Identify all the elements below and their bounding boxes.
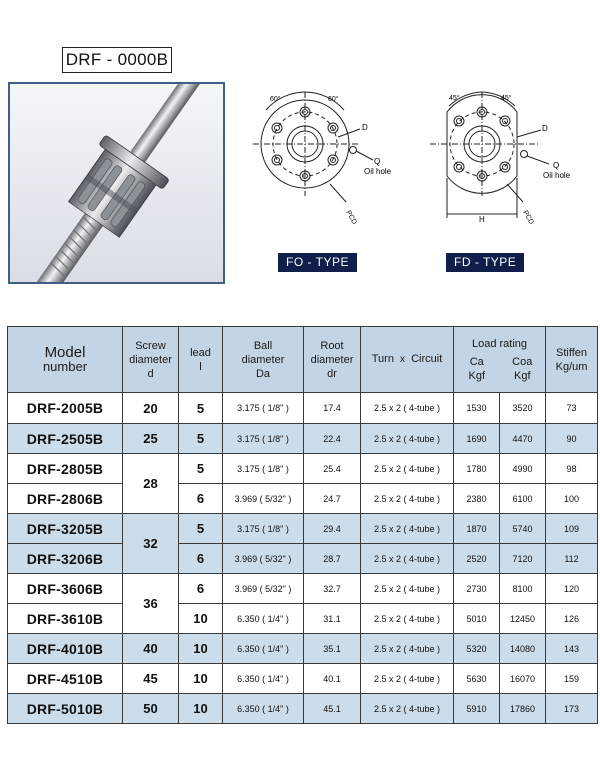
fo-angle-right: 60° <box>328 96 339 103</box>
table-row: DRF-5010B 50 10 6.350 ( 1/4" ) 45.1 2.5 x 2 ( 4-tube ) 5910 17860 173 <box>8 694 598 724</box>
header-lead: lead l <box>179 327 223 393</box>
fd-type-label: FD - TYPE <box>446 253 524 272</box>
header-stiffness: Stiffen Kg/um <box>546 327 598 393</box>
fd-angle-left: 45° <box>449 95 460 102</box>
fo-type-label: FO - TYPE <box>278 253 357 272</box>
table-row: DRF-3205B 32 5 3.175 ( 1/8" ) 29.4 2.5 x 2 ( 4-tube ) 1870 5740 109 <box>8 514 598 544</box>
fo-q-label: Q <box>374 157 381 166</box>
header-root-diameter: Root diameter dr <box>304 327 361 393</box>
table-row: DRF-4510B 45 10 6.350 ( 1/4" ) 40.1 2.5 x 2 ( 4-tube ) 5630 16070 159 <box>8 664 598 694</box>
table-row: DRF-3610B 10 6.350 ( 1/4" ) 31.1 2.5 x 2 ( 4-tube ) 5010 12450 126 <box>8 604 598 634</box>
table-row: DRF-2005B 20 5 3.175 ( 1/8" ) 17.4 2.5 x 2 ( 4-tube ) 1530 3520 73 <box>8 393 598 424</box>
table-row: DRF-3606B 36 6 3.969 ( 5/32" ) 32.7 2.5 x 2 ( 4-tube ) 2730 8100 120 <box>8 574 598 604</box>
table-row: DRF-2505B 25 5 3.175 ( 1/8" ) 22.4 2.5 x 2 ( 4-tube ) 1690 4470 90 <box>8 424 598 454</box>
table-row: DRF-2806B 6 3.969 ( 5/32" ) 24.7 2.5 x 2 ( 4-tube ) 2380 6100 100 <box>8 484 598 514</box>
spec-table <box>7 326 598 724</box>
fd-pcd-label: PCD <box>521 209 535 226</box>
table-row: DRF-3206B 6 3.969 ( 5/32" ) 28.7 2.5 x 2 ( 4-tube ) 2520 7120 112 <box>8 544 598 574</box>
header-load-rating: Load rating Ca Kgf Coa Kgf <box>454 327 546 393</box>
page-title: DRF - 0000B <box>62 47 172 73</box>
fo-oil-label: Oil hole <box>364 167 392 176</box>
header-screw-diameter: Screw diameter d <box>123 327 179 393</box>
fd-oil-label: Oil hole <box>543 171 571 180</box>
fd-d-label: D <box>542 124 548 133</box>
fd-angle-right: 45° <box>501 95 512 102</box>
fd-h-label: H <box>479 215 485 224</box>
fo-angle-left: 60° <box>270 96 281 103</box>
fd-q-label: Q <box>553 161 560 170</box>
fo-type-drawing <box>248 84 398 234</box>
header-ball-diameter: Ball diameter Da <box>223 327 304 393</box>
ball-screw-photo <box>8 82 225 284</box>
fo-d-label: D <box>362 123 368 132</box>
fo-pcd-label: PCD <box>344 209 358 226</box>
header-model: Model number <box>8 327 123 393</box>
fd-type-drawing <box>425 84 585 234</box>
table-row: DRF-2805B 28 5 3.175 ( 1/8" ) 25.4 2.5 x 2 ( 4-tube ) 1780 4990 98 <box>8 454 598 484</box>
table-row: DRF-4010B 40 10 6.350 ( 1/4" ) 35.1 2.5 x 2 ( 4-tube ) 5320 14080 143 <box>8 634 598 664</box>
header-turn-circuit: Turn x Circuit <box>361 327 454 393</box>
